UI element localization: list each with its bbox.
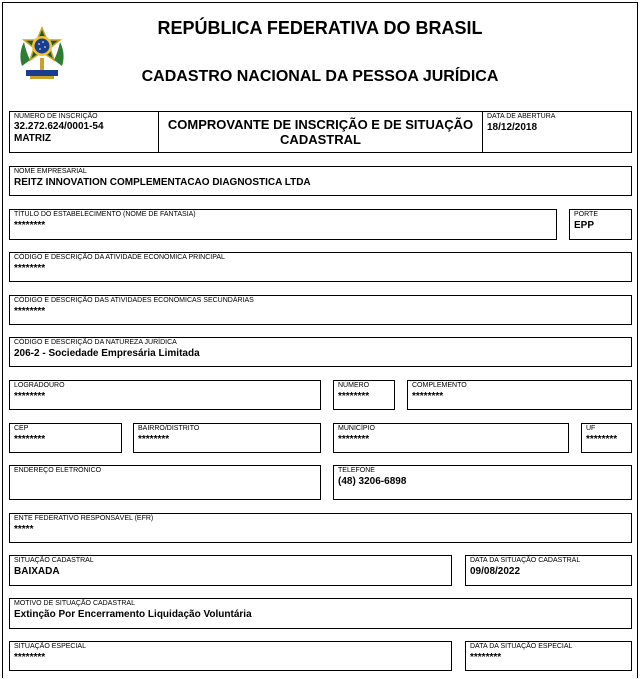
registration-number-box	[9, 111, 159, 153]
state-value: ********	[586, 434, 618, 445]
address-number-box	[333, 380, 395, 410]
business-name-value: REITZ INNOVATION COMPLEMENTACAO DIAGNOSTICA LTDA	[14, 177, 311, 188]
main-activity-box	[9, 252, 632, 282]
trade-name-box	[9, 209, 557, 240]
special-status-box	[9, 641, 452, 671]
phone-box	[333, 465, 632, 500]
registration-status-value: BAIXADA	[14, 566, 60, 577]
main-activity-value: ********	[14, 263, 46, 274]
business-name-box	[9, 166, 632, 196]
district-value: ********	[138, 434, 170, 445]
legal-nature-box	[9, 337, 632, 367]
district-label: BAIRRO/DISTRITO	[138, 425, 200, 432]
registration-number-value: 32.272.624/0001-54	[14, 121, 104, 132]
registration-status-label: SITUAÇÃO CADASTRAL	[14, 557, 94, 564]
status-reason-label: MOTIVO DE SITUAÇÃO CADASTRAL	[14, 600, 135, 607]
zip-box	[9, 423, 122, 453]
address-number-value: ********	[338, 391, 370, 402]
zip-label: CEP	[14, 425, 29, 432]
complement-label: COMPLEMENTO	[412, 382, 467, 389]
page-title: REPÚBLICA FEDERATIVA DO BRASIL	[157, 18, 483, 38]
company-size-label: PORTE	[574, 211, 598, 218]
registration-status-box	[9, 555, 452, 586]
street-box	[9, 380, 321, 410]
proof-title-line1: COMPROVANTE DE INSCRIÇÃO E DE SITUAÇÃO	[167, 117, 474, 132]
company-size-value: EPP	[574, 220, 595, 231]
phone-label: TELEFONE	[338, 467, 375, 474]
special-status-date-value: ********	[470, 652, 502, 663]
complement-value: ********	[412, 391, 444, 402]
status-reason-value: Extinção Por Encerramento Liquidação Voluntária	[14, 609, 252, 620]
zip-value: ********	[14, 434, 46, 445]
opening-date-box	[482, 111, 632, 153]
email-box	[9, 465, 321, 500]
company-size-box	[569, 209, 632, 240]
status-date-label: DATA DA SITUAÇÃO CADASTRAL	[470, 557, 581, 564]
business-name-label: NOME EMPRESARIAL	[14, 168, 87, 175]
legal-nature-value: 206-2 - Sociedade Empresária Limitada	[14, 348, 200, 359]
trade-name-label: TÍTULO DO ESTABELECIMENTO (NOME DE FANTASIA)	[14, 211, 196, 218]
main-activity-label: CÓDIGO E DESCRIÇÃO DA ATIVIDADE ECONÔMICA PRINCIPAL	[14, 254, 225, 261]
status-date-box	[465, 555, 632, 586]
street-label: LOGRADOURO	[14, 382, 65, 389]
trade-name-value: ********	[14, 220, 46, 231]
city-label: MUNICÍPIO	[338, 425, 375, 432]
city-value: ********	[338, 434, 370, 445]
special-status-date-label: DATA DA SITUAÇÃO ESPECIAL	[470, 643, 573, 650]
special-status-label: SITUAÇÃO ESPECIAL	[14, 643, 86, 650]
legal-nature-label: CÓDIGO E DESCRIÇÃO DA NATUREZA JURÍDICA	[14, 339, 177, 346]
secondary-activities-label: CÓDIGO E DESCRIÇÃO DAS ATIVIDADES ECONÔMICAS SECUNDÁRIAS	[14, 297, 254, 304]
efr-box	[9, 513, 632, 543]
email-label: ENDEREÇO ELETRÔNICO	[14, 467, 102, 474]
efr-label: ENTE FEDERATIVO RESPONSÁVEL (EFR)	[14, 515, 154, 522]
registration-number-label: NÚMERO DE INSCRIÇÃO	[14, 113, 98, 120]
proof-title-box	[158, 111, 483, 153]
page-subtitle: CADASTRO NACIONAL DA PESSOA JURÍDICA	[141, 68, 499, 85]
state-box	[581, 423, 632, 453]
status-reason-box	[9, 598, 632, 629]
proof-title-line2: CADASTRAL	[280, 132, 361, 147]
efr-value: *****	[14, 524, 34, 535]
city-box	[333, 423, 569, 453]
registration-type-value: MATRIZ	[14, 133, 52, 144]
secondary-activities-box	[9, 295, 632, 325]
state-label: UF	[586, 425, 596, 432]
phone-value: (48) 3206-6898	[338, 476, 407, 487]
opening-date-label: DATA DE ABERTURA	[487, 113, 556, 120]
opening-date-value: 18/12/2018	[487, 122, 538, 133]
special-status-value: ********	[14, 652, 46, 663]
district-box	[133, 423, 321, 453]
address-number-label: NÚMERO	[338, 382, 370, 389]
street-value: ********	[14, 391, 46, 402]
secondary-activities-value: ********	[14, 306, 46, 317]
special-status-date-box	[465, 641, 632, 671]
complement-box	[407, 380, 632, 410]
status-date-value: 09/08/2022	[470, 566, 521, 577]
